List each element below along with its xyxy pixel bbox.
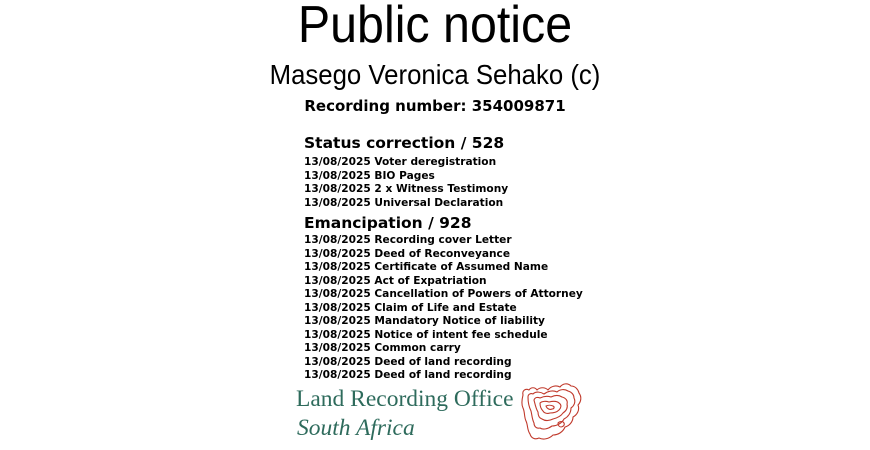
person-name: Masego Veronica Sehako (c) [269,59,601,90]
notice-title: Public notice [297,0,573,54]
south-africa-fingerprint-map-icon [518,383,584,443]
logo-text-land-recording-office: Land Recording Office [296,386,514,412]
list-item: 13/08/2025 Claim of Life and Estate [304,301,517,314]
list-item: 13/08/2025 Common carry [304,342,461,354]
recording-number: Recording number: 354009871 [304,97,566,115]
list-item: 13/08/2025 Voter deregistration [304,156,497,168]
list-item: 13/08/2025 Recording cover Letter [304,234,512,246]
list-item: 13/08/2025 Certificate of Assumed Name [304,261,549,273]
section-title-emancipation: Emancipation / 928 [304,214,472,232]
list-item: 13/08/2025 BIO Pages [304,169,435,182]
list-item: 13/08/2025 2 x Witness Testimony [304,183,509,195]
list-item: 13/08/2025 Universal Declaration [304,196,504,209]
list-item: 13/08/2025 Deed of land recording [304,355,512,368]
section-title-status-correction: Status correction / 528 [304,134,505,152]
list-item: 13/08/2025 Deed of Reconveyance [304,247,510,260]
list-item: 13/08/2025 Cancellation of Powers of Attorney [304,288,583,300]
list-item: 13/08/2025 Notice of intent fee schedule [304,328,548,341]
list-item: 13/08/2025 Act of Expatriation [304,274,487,287]
list-item: 13/08/2025 Mandatory Notice of liability [304,315,545,327]
list-item: 13/08/2025 Deed of land recording [304,369,512,381]
status-correction-list [304,156,508,210]
emancipation-list [304,234,583,383]
logo-text-south-africa: South Africa [297,415,415,441]
